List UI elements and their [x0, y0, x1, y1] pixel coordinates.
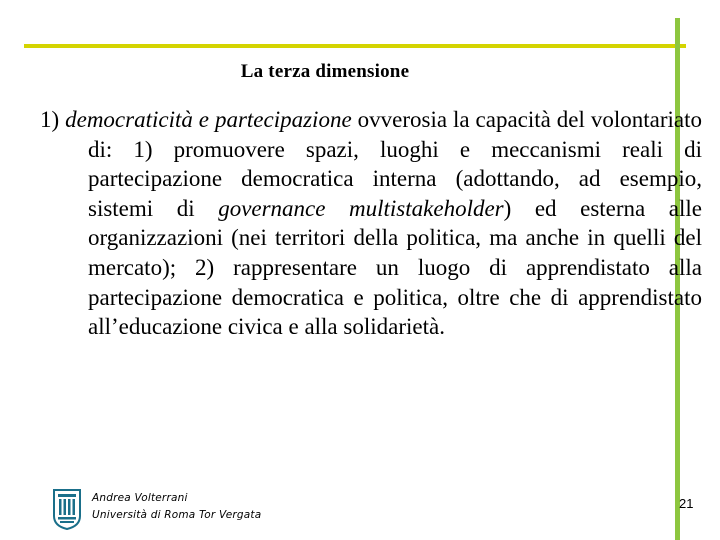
footer-author: Andrea Volterrani — [92, 492, 188, 504]
page-number: 21 — [679, 496, 694, 511]
footer-university: Università di Roma Tor Vergata — [92, 509, 262, 521]
emphasis-governance: governance multistakeholder — [218, 195, 504, 221]
university-logo-icon — [52, 488, 82, 530]
body-paragraph — [40, 105, 702, 342]
paragraph-text-2: ) ed esterna alle organizzazioni (nei territori della politica, ma anche in quelli del mercato); 2) rappresentare un luogo di apprendistato alla partecipazione democratica e politica, oltre che di apprendistato all’educazione civica e alla solidarietà. — [88, 195, 702, 340]
emphasis-democraticita: democraticità e partecipazione — [65, 107, 352, 132]
paragraph-text-1: ovverosia la capacità del volontariato di: 1) promuovere spazi, luoghi e meccanismi reali di partecipazione democratica interna (adottando, ad esempio, sistemi di — [88, 107, 702, 221]
top-rule — [24, 44, 686, 48]
slide-title: La terza dimensione — [240, 61, 410, 82]
item-prefix: 1) — [40, 107, 66, 132]
